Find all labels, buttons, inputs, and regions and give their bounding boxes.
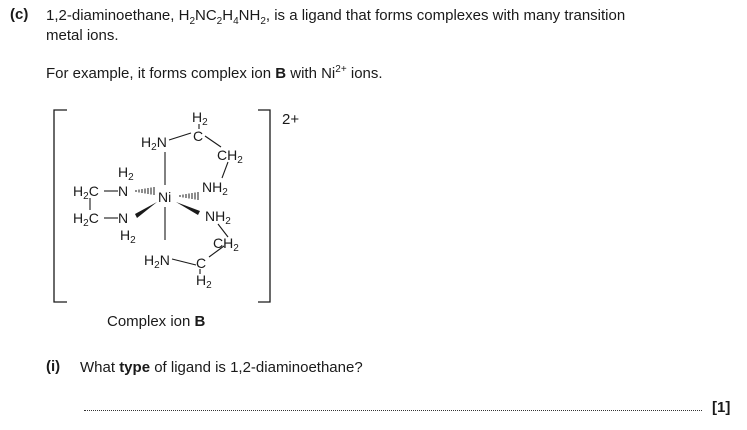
right-bracket — [258, 110, 270, 302]
marks-label: [1] — [712, 399, 731, 416]
example-sentence: For example, it forms complex ion B with $Ni^{2+}$ ions. — [46, 64, 383, 82]
svg-text:H2: $H_2$ — [118, 164, 134, 183]
svg-text:H2C: $H_2C$ — [73, 183, 99, 202]
svg-text:H2N: $H_2N$ — [141, 134, 167, 153]
atom-labels — [73, 109, 243, 291]
svg-text:N: N — [118, 210, 129, 226]
svg-text:Ni: Ni — [158, 189, 172, 205]
structure-caption: Complex ion B — [107, 313, 206, 330]
svg-text:H2: $H_2$ — [196, 272, 212, 291]
svg-text:H2C: $H_2C$ — [73, 210, 99, 229]
svg-text:N: N — [118, 183, 129, 199]
left-bracket — [54, 110, 67, 302]
charge-label: 2+ — [282, 111, 300, 128]
svg-text:C: C — [193, 128, 204, 144]
svg-text:NH2: $NH_2$ — [205, 208, 231, 227]
svg-text:C: C — [196, 255, 207, 271]
svg-text:NH2: $NH_2$ — [202, 179, 228, 198]
part-c-label: (c) — [10, 6, 29, 23]
svg-text:CH2: $CH_2$ — [213, 235, 239, 254]
part-c-intro: 1,2-diaminoethane, $H_2NC_2H_4NH_2$, is a ligand that forms complexes with many transition — [46, 7, 626, 27]
answer-line[interactable] — [84, 410, 702, 411]
svg-text:CH2: $CH_2$ — [217, 147, 243, 166]
part-i-label: (i) — [46, 358, 61, 375]
svg-text:H2N: $H_2N$ — [144, 252, 170, 271]
svg-text:H2: $H_2$ — [192, 109, 208, 128]
part-i-question: What type of ligand is 1,2-diaminoethane? — [80, 359, 363, 376]
part-c-line2: metal ions. — [46, 27, 119, 44]
svg-text:H2: $H_2$ — [120, 227, 136, 246]
